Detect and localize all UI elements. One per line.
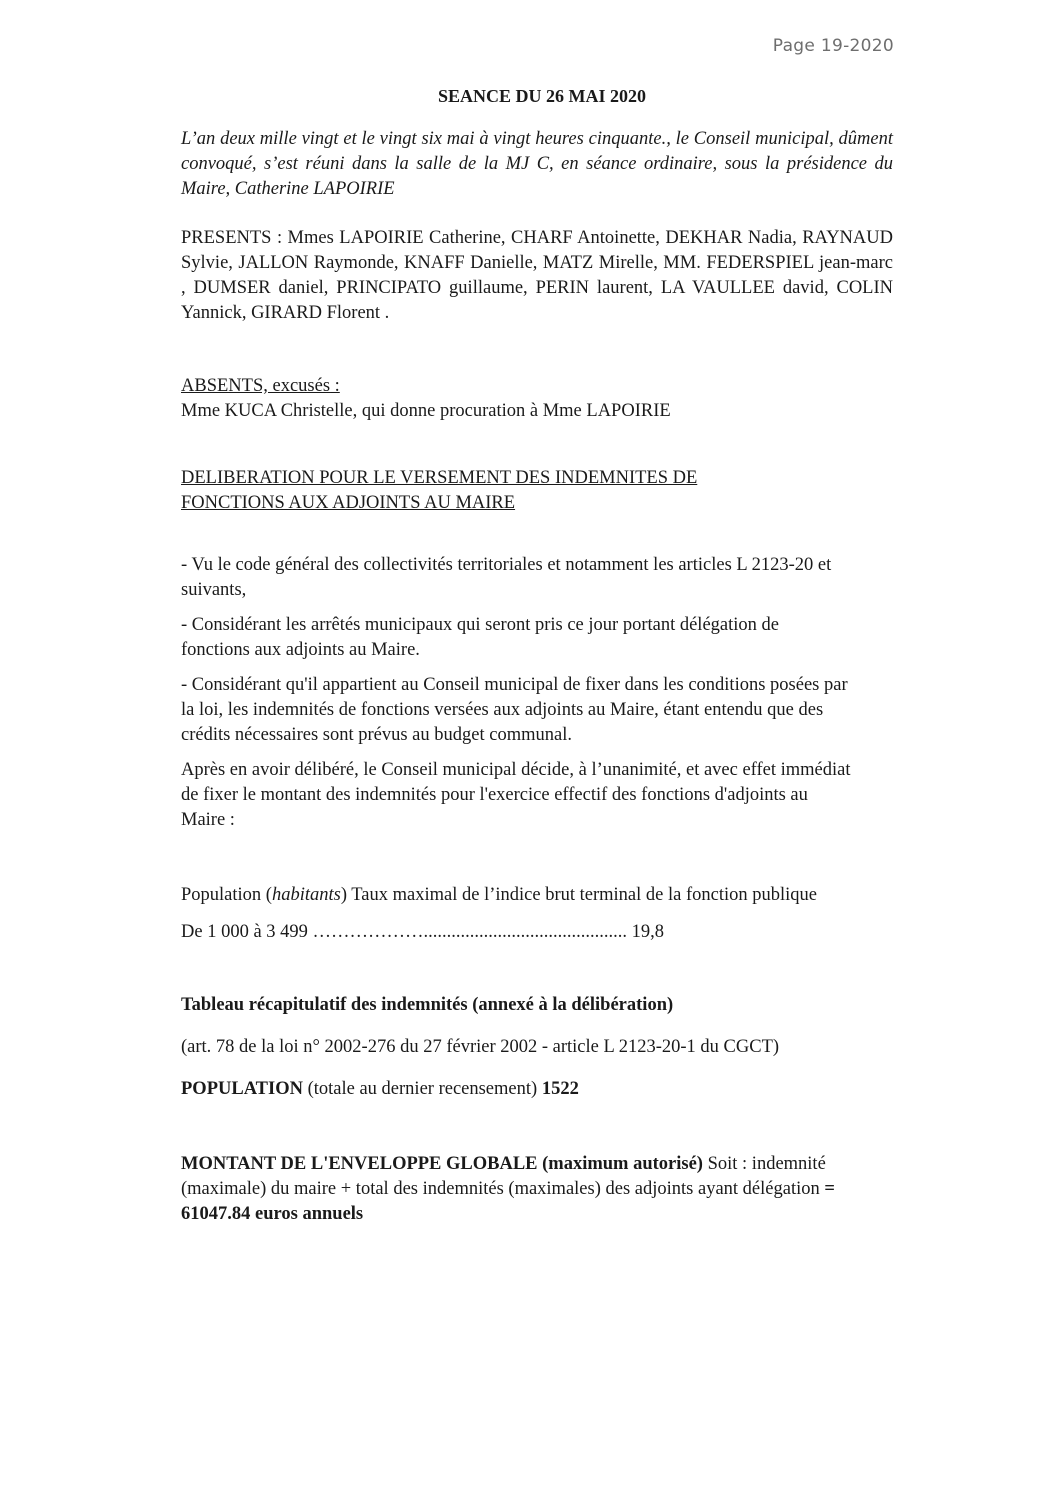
table-title: Tableau récapitulatif des indemnités (annexé à la délibération) [181,995,674,1015]
paragraph-decision: Après en avoir délibéré, le Conseil municipal décide, à l’unanimité, et avec effet immédiat de fixer le montant des indemnités pour l'exercice effectif des fonctions d'adjoints au Maire : [181,760,851,830]
deliberation-title: DELIBERATION POUR LE VERSEMENT DES INDEMNITES DE FONCTIONS AUX ADJOINTS AU MAIRE [181,468,698,513]
paragraph-considerant-arretes: - Considérant les arrêtés municipaux qui seront pris ce jour portant délégation de fonctions aux adjoints au Maire. [181,615,779,660]
population-header-prefix: Population ( [181,885,272,905]
paragraph-vu: - Vu le code général des collectivités territoriales et notamment les articles L 2123-20 et suivants, [181,555,832,600]
population-range: De 1 000 à 3 499 ………………............................................ 19,8 [181,922,665,942]
absents-label: ABSENTS, excusés [181,376,331,396]
population-header [181,883,851,908]
article-reference: (art. 78 de la loi n° 2002-276 du 27 février 2002 - article L 2123-20-1 du CGCT) [181,1037,780,1057]
montant-value: = 61047.84 euros annuels [181,1179,835,1224]
absents-heading [181,374,893,399]
population-header-suffix: ) Taux maximal de l’indice brut terminal de la fonction publique [340,885,817,905]
document-body [181,84,893,1227]
paragraph-considerant-conseil: - Considérant qu'il appartient au Conseil municipal de fixer dans les conditions posées par la loi, les indemnités de fonctions versées aux adjoints au Maire, étant entendu que des crédits nécessaires sont prévus au budget communal. [181,675,848,745]
population-line [181,1077,893,1102]
page-number: Page 19-2020 [772,36,894,56]
intro-paragraph: L’an deux mille vingt et le vingt six mai à vingt heures cinquante., le Conseil municipal, dûment convoqué, s’est réuni dans la salle de la MJ C, en séance ordinaire, sous la présidence du Maire, Catherine LAPOIRIE [181,129,893,199]
montant-label: MONTANT DE L'ENVELOPPE GLOBALE (maximum autorisé) [181,1154,703,1174]
population-header-italic: habitants [271,885,341,905]
population-note: (totale au dernier recensement) [302,1079,542,1099]
montant-paragraph [181,1152,881,1227]
montant-text: Soit : indemnité (maximale) du maire + total des indemnités (maximales) des adjoints ayant délégation [181,1154,826,1199]
absents-label-suffix: : [330,376,340,396]
presents-paragraph: PRESENTS : Mmes LAPOIRIE Catherine, CHARF Antoinette, DEKHAR Nadia, RAYNAUD Sylvie, JALLON Raymonde, KNAFF Danielle, MATZ Mirelle, MM. FEDERSPIEL jean-marc , DUMSER daniel, PRINCIPATO guillaume, PERIN laurent, LA VAULLEE david, COLIN Yannick, GIRARD Florent . [181,228,893,323]
population-label: POPULATION [181,1079,303,1099]
absents-text: Mme KUCA Christelle, qui donne procuration à Mme LAPOIRIE [181,401,671,421]
population-value: 1522 [541,1079,579,1099]
document-title: SEANCE DU 26 MAI 2020 [437,86,646,106]
